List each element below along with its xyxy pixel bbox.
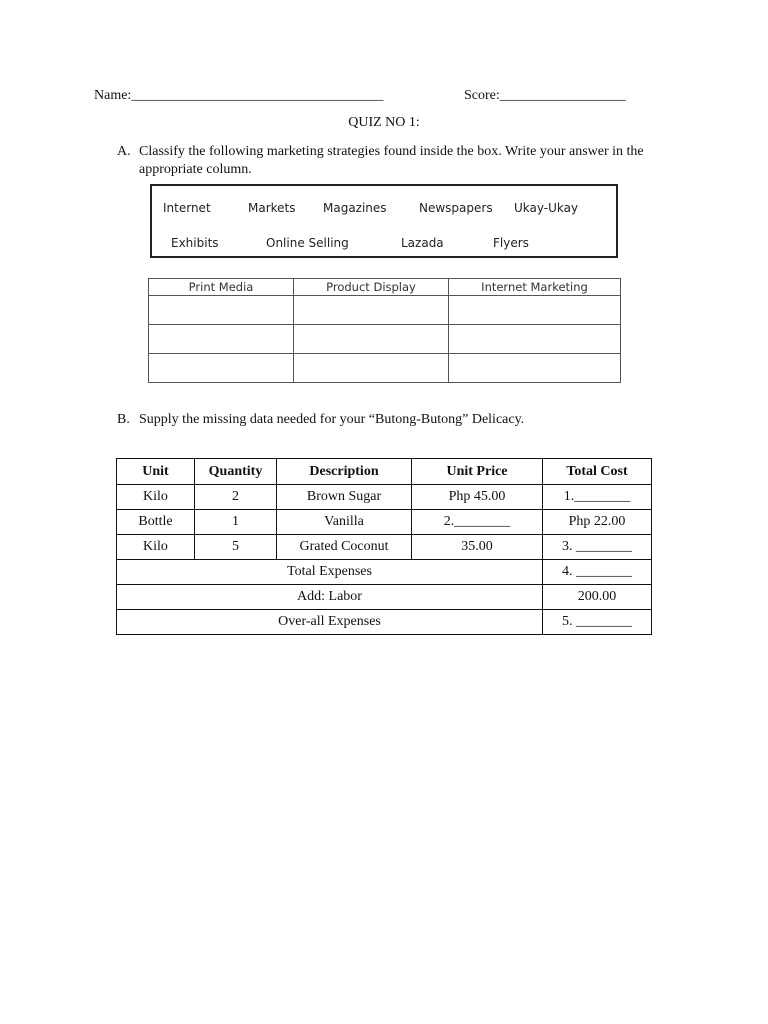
part-b-instruction (117, 412, 525, 428)
answer-cell[interactable] (149, 296, 294, 325)
part-b-letter: B. (117, 412, 130, 427)
description-cell: Vanilla (277, 510, 412, 535)
summary-value[interactable]: 5. ________ (543, 610, 652, 635)
unit-cell: Kilo (117, 485, 195, 510)
word-item: Newspapers (419, 201, 493, 215)
summary-value: 200.00 (543, 585, 652, 610)
summary-row (117, 610, 652, 635)
summary-label: Add: Labor (117, 585, 543, 610)
word-item: Exhibits (171, 236, 219, 250)
name-label: Name: (94, 88, 132, 103)
table-row (149, 325, 621, 354)
description-cell: Grated Coconut (277, 535, 412, 560)
table-row (117, 535, 652, 560)
answer-cell[interactable] (149, 325, 294, 354)
cost-header-row (117, 459, 652, 485)
word-item: Internet (163, 201, 211, 215)
answer-cell[interactable] (149, 354, 294, 383)
total-cost-cell[interactable]: 1.________ (543, 485, 652, 510)
summary-label: Total Expenses (117, 560, 543, 585)
name-blank[interactable]: ____________________________________ (131, 88, 384, 103)
part-a-text: Classify the following marketing strategies found inside the box. Write your answer in the appropriate column. (139, 144, 644, 177)
column-header: Product Display (294, 279, 449, 296)
column-header: Total Cost (543, 459, 652, 485)
answer-cell[interactable] (449, 325, 621, 354)
quantity-cell: 1 (195, 510, 277, 535)
score-blank[interactable]: __________________ (499, 88, 626, 103)
table-row (117, 510, 652, 535)
word-item: Online Selling (266, 236, 349, 250)
word-item: Lazada (401, 236, 444, 250)
score-field[interactable] (464, 88, 626, 104)
table-header-row (149, 279, 621, 296)
column-header: Quantity (195, 459, 277, 485)
answer-cell[interactable] (449, 354, 621, 383)
unit-price-cell: 35.00 (412, 535, 543, 560)
total-cost-cell: Php 22.00 (543, 510, 652, 535)
word-box (150, 184, 618, 258)
column-header: Unit Price (412, 459, 543, 485)
table-row (117, 485, 652, 510)
table-row (149, 296, 621, 325)
score-label: Score: (464, 88, 500, 103)
table-row (149, 354, 621, 383)
answer-cell[interactable] (294, 354, 449, 383)
description-cell: Brown Sugar (277, 485, 412, 510)
unit-cell: Bottle (117, 510, 195, 535)
quantity-cell: 2 (195, 485, 277, 510)
quiz-title: QUIZ NO 1: (348, 115, 420, 130)
total-cost-cell[interactable]: 3. ________ (543, 535, 652, 560)
column-header: Unit (117, 459, 195, 485)
summary-value[interactable]: 4. ________ (543, 560, 652, 585)
part-b-text: Supply the missing data needed for your “Butong-Butong” Delicacy. (139, 412, 525, 427)
summary-label: Over-all Expenses (117, 610, 543, 635)
part-a-letter: A. (117, 144, 131, 159)
column-header: Description (277, 459, 412, 485)
unit-price-cell[interactable]: 2.________ (412, 510, 543, 535)
column-header: Print Media (149, 279, 294, 296)
word-item: Magazines (323, 201, 387, 215)
word-item: Flyers (493, 236, 529, 250)
answer-cell[interactable] (294, 296, 449, 325)
answer-cell[interactable] (449, 296, 621, 325)
word-item: Markets (248, 201, 296, 215)
summary-row (117, 585, 652, 610)
column-header: Internet Marketing (449, 279, 621, 296)
name-field[interactable] (94, 88, 383, 104)
quantity-cell: 5 (195, 535, 277, 560)
unit-cell: Kilo (117, 535, 195, 560)
cost-table (116, 458, 652, 635)
answer-cell[interactable] (294, 325, 449, 354)
word-item: Ukay-Ukay (514, 201, 579, 215)
unit-price-cell: Php 45.00 (412, 485, 543, 510)
classification-table (148, 278, 621, 383)
summary-row (117, 560, 652, 585)
